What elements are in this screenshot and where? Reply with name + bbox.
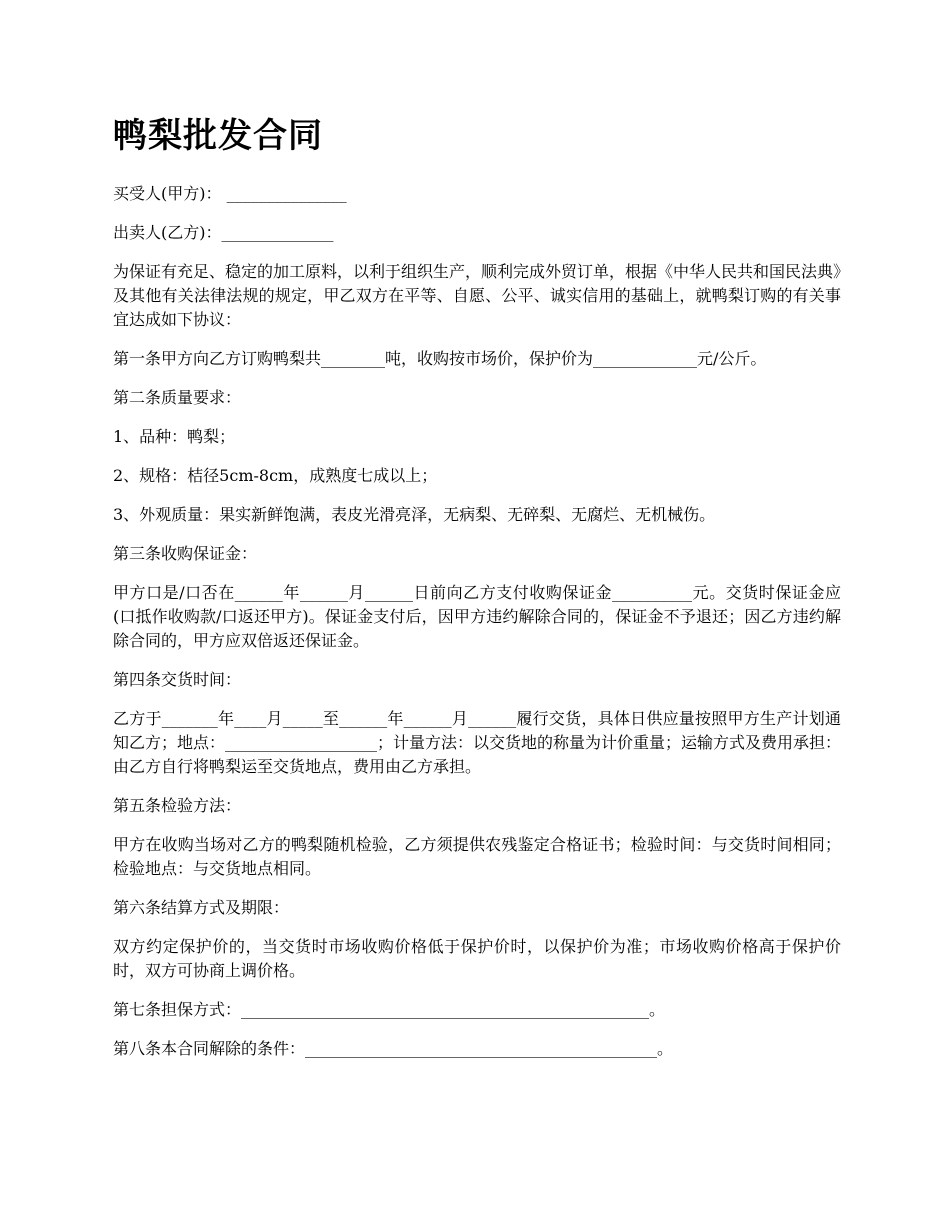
preamble-paragraph: 为保证有充足、稳定的加工原料，以利于组织生产，顺利完成外贸订单，根据《中华人民共和国民法典》及其他有关法律法规的规定，甲乙双方在平等、自愿、公平、诚实信用的基础上，就鸭梨订购的有关事宜达成如下协议： bbox=[113, 262, 842, 329]
article-5-paragraph: 甲方在收购当场对乙方的鸭梨随机检验，乙方须提供农残鉴定合格证书；检验时间：与交货时间相同；检验地点：与交货地点相同。 bbox=[113, 835, 841, 878]
article-2-heading: 第二条质量要求： bbox=[113, 388, 242, 407]
article-2-item-3: 3、外观质量：果实新鲜饱满，表皮光滑亮泽，无病梨、无碎梨、无腐烂、无机械伤。 bbox=[113, 505, 716, 524]
document-title: 鸭梨批发合同 bbox=[113, 116, 323, 156]
article-1-paragraph: 第一条甲方向乙方订购鸭梨共________吨，收购按市场价，保护价为_____________元/公斤。 bbox=[113, 349, 767, 368]
seller-line: 出卖人(乙方)：______________ bbox=[113, 223, 334, 242]
article-2-item-2: 2、规格：桔径5cm-8cm，成熟度七成以上； bbox=[113, 466, 438, 485]
article-5-heading: 第五条检验方法： bbox=[113, 796, 242, 815]
article-6-heading: 第六条结算方式及期限： bbox=[113, 898, 290, 917]
article-8-paragraph: 第八条本合同解除的条件：____________________________________________。 bbox=[113, 1039, 674, 1058]
article-3-heading: 第三条收购保证金： bbox=[113, 544, 258, 563]
buyer-line: 买受人(甲方)： _______________ bbox=[113, 184, 347, 203]
article-7-paragraph: 第七条担保方式：___________________________________________________。 bbox=[113, 1000, 666, 1019]
article-4-paragraph: 乙方于_______年____月_____至______年______月______履行交货，具体日供应量按照甲方生产计划通知乙方；地点：___________________；计量方法：以交货地的称量为计价重量；运输方式及费用承担：由乙方自行将鸭梨运至交货地点，费用由乙方承担。 bbox=[113, 709, 842, 776]
article-3-paragraph: 甲方口是/口否在______年______月______日前向乙方支付收购保证金__________元。交货时保证金应(口抵作收购款/口返还甲方)。保证金支付后，因甲方违约解除合同的，保证金不予退还；因乙方违约解除合同的，甲方应双倍返还保证金。 bbox=[113, 583, 841, 650]
article-4-heading: 第四条交货时间： bbox=[113, 670, 242, 689]
article-2-item-1: 1、品种：鸭梨； bbox=[113, 427, 236, 446]
document-page bbox=[113, 112, 841, 1076]
article-6-paragraph: 双方约定保护价的，当交货时市场收购价格低于保护价时，以保护价为准；市场收购价格高于保护价时，双方可协商上调价格。 bbox=[113, 937, 841, 980]
